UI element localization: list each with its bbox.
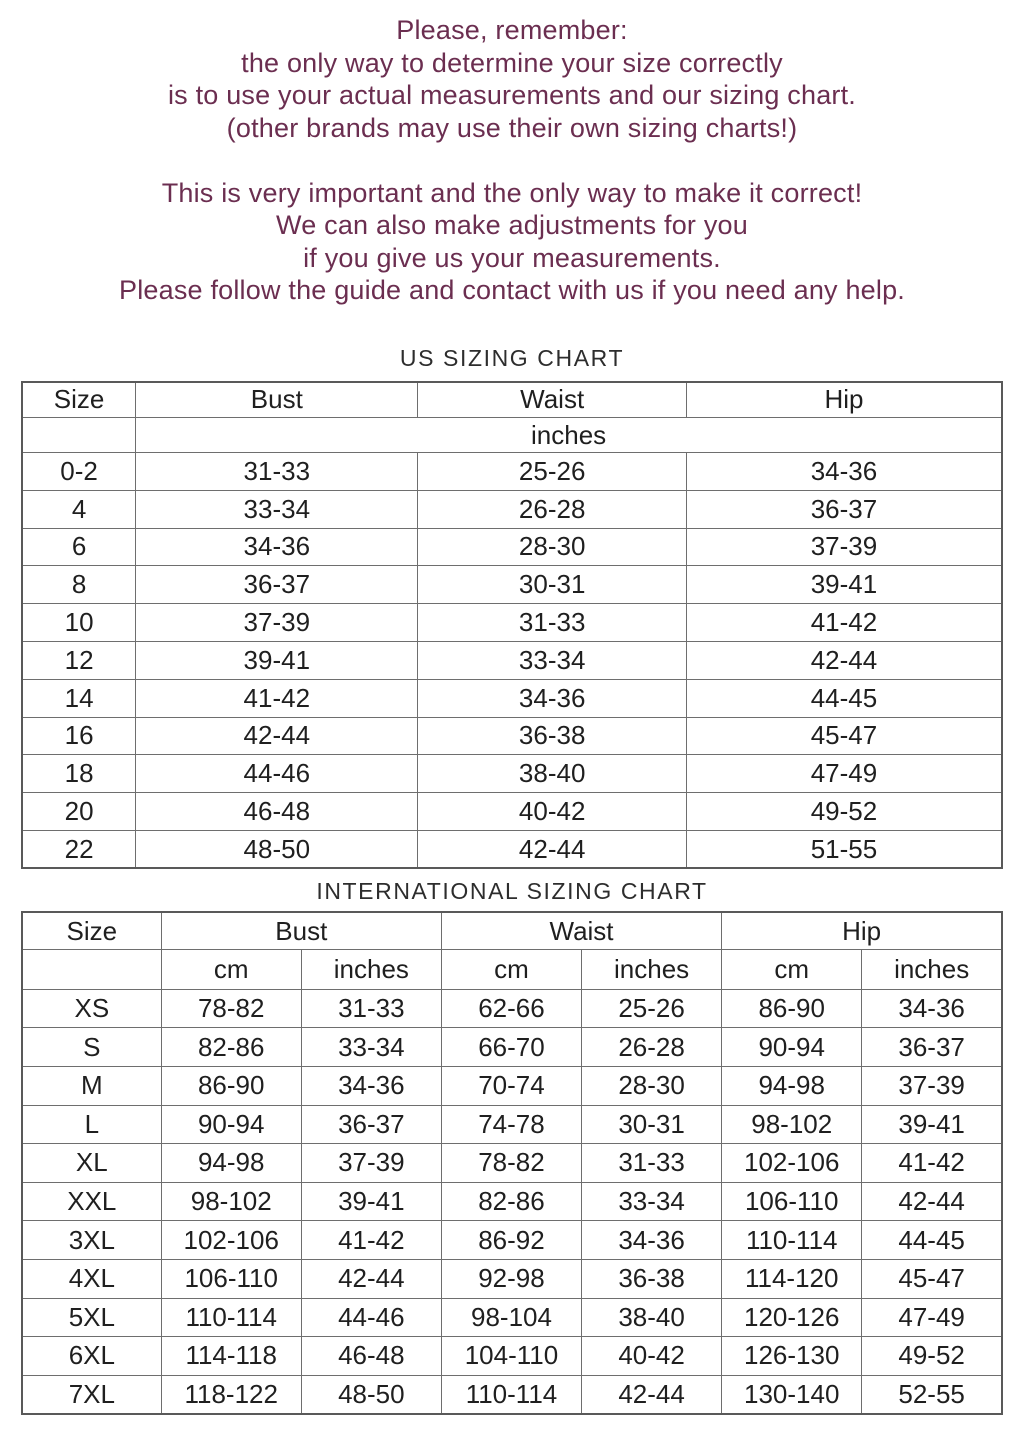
intro-paragraph-2 bbox=[0, 177, 1024, 307]
us-unit-label: inches bbox=[136, 418, 1002, 453]
measurement-cell: 44-46 bbox=[301, 1298, 441, 1337]
measurement-cell: 36-37 bbox=[301, 1105, 441, 1144]
measurement-cell: 48-50 bbox=[136, 830, 418, 868]
table-row bbox=[22, 641, 1002, 679]
measurement-cell: 51-55 bbox=[686, 830, 1002, 868]
measurement-cell: 30-31 bbox=[418, 566, 687, 604]
intl-unit-label: inches bbox=[301, 949, 441, 989]
measurement-cell: 36-37 bbox=[862, 1028, 1002, 1067]
table-row bbox=[22, 490, 1002, 528]
intl-header-row bbox=[22, 912, 1002, 949]
table-row bbox=[22, 1105, 1002, 1144]
measurement-cell: 44-45 bbox=[862, 1221, 1002, 1260]
measurement-cell: 34-36 bbox=[136, 528, 418, 566]
size-cell: 6 bbox=[22, 528, 136, 566]
measurement-cell: 36-37 bbox=[686, 490, 1002, 528]
measurement-cell: 39-41 bbox=[686, 566, 1002, 604]
measurement-cell: 49-52 bbox=[862, 1337, 1002, 1376]
measurement-cell: 114-118 bbox=[161, 1337, 301, 1376]
measurement-cell: 45-47 bbox=[686, 717, 1002, 755]
size-cell: XL bbox=[22, 1144, 161, 1183]
measurement-cell: 34-36 bbox=[301, 1066, 441, 1105]
intro-line: is to use your actual measurements and our sizing chart. bbox=[167, 80, 857, 110]
measurement-cell: 120-126 bbox=[722, 1298, 862, 1337]
measurement-cell: 78-82 bbox=[441, 1144, 581, 1183]
measurement-cell: 49-52 bbox=[686, 793, 1002, 831]
measurement-cell: 40-42 bbox=[582, 1337, 722, 1376]
measurement-cell: 106-110 bbox=[722, 1182, 862, 1221]
measurement-cell: 98-104 bbox=[441, 1298, 581, 1337]
us-sizing-table bbox=[21, 381, 1003, 870]
measurement-cell: 86-90 bbox=[722, 989, 862, 1028]
intl-header-bust: Bust bbox=[161, 912, 441, 949]
size-cell: 10 bbox=[22, 604, 136, 642]
measurement-cell: 47-49 bbox=[862, 1298, 1002, 1337]
table-row bbox=[22, 1066, 1002, 1105]
table-row bbox=[22, 793, 1002, 831]
size-cell: XXL bbox=[22, 1182, 161, 1221]
table-row bbox=[22, 566, 1002, 604]
table-row bbox=[22, 1028, 1002, 1067]
measurement-cell: 118-122 bbox=[161, 1375, 301, 1414]
measurement-cell: 28-30 bbox=[418, 528, 687, 566]
size-cell: 16 bbox=[22, 717, 136, 755]
measurement-cell: 34-36 bbox=[686, 453, 1002, 491]
measurement-cell: 110-114 bbox=[722, 1221, 862, 1260]
intl-table-wrap bbox=[21, 911, 1003, 1415]
measurement-cell: 42-44 bbox=[136, 717, 418, 755]
size-cell: 22 bbox=[22, 830, 136, 868]
paragraph-gap bbox=[0, 144, 1024, 177]
measurement-cell: 39-41 bbox=[862, 1105, 1002, 1144]
size-cell: 6XL bbox=[22, 1337, 161, 1376]
measurement-cell: 28-30 bbox=[582, 1066, 722, 1105]
measurement-cell: 78-82 bbox=[161, 989, 301, 1028]
table-row bbox=[22, 1182, 1002, 1221]
intro-text bbox=[0, 0, 1024, 307]
size-cell: 3XL bbox=[22, 1221, 161, 1260]
measurement-cell: 37-39 bbox=[862, 1066, 1002, 1105]
measurement-cell: 42-44 bbox=[686, 641, 1002, 679]
table-row bbox=[22, 1375, 1002, 1414]
size-cell: 20 bbox=[22, 793, 136, 831]
size-cell: 4 bbox=[22, 490, 136, 528]
size-cell: 18 bbox=[22, 755, 136, 793]
measurement-cell: 104-110 bbox=[441, 1337, 581, 1376]
us-table-wrap bbox=[21, 381, 1003, 870]
measurement-cell: 41-42 bbox=[862, 1144, 1002, 1183]
measurement-cell: 46-48 bbox=[301, 1337, 441, 1376]
measurement-cell: 34-36 bbox=[862, 989, 1002, 1028]
table-row bbox=[22, 528, 1002, 566]
table-row bbox=[22, 1144, 1002, 1183]
measurement-cell: 31-33 bbox=[301, 989, 441, 1028]
us-header-waist: Waist bbox=[418, 382, 687, 418]
measurement-cell: 36-38 bbox=[582, 1259, 722, 1298]
table-row bbox=[22, 1298, 1002, 1337]
size-cell: M bbox=[22, 1066, 161, 1105]
measurement-cell: 40-42 bbox=[418, 793, 687, 831]
us-header-hip: Hip bbox=[686, 382, 1002, 418]
us-chart-title: US SIZING CHART bbox=[399, 344, 625, 371]
empty-cell bbox=[22, 949, 161, 989]
measurement-cell: 39-41 bbox=[136, 641, 418, 679]
size-cell: XS bbox=[22, 989, 161, 1028]
measurement-cell: 25-26 bbox=[582, 989, 722, 1028]
size-cell: 14 bbox=[22, 679, 136, 717]
table-row bbox=[22, 717, 1002, 755]
measurement-cell: 42-44 bbox=[582, 1375, 722, 1414]
measurement-cell: 33-34 bbox=[301, 1028, 441, 1067]
measurement-cell: 31-33 bbox=[136, 453, 418, 491]
measurement-cell: 44-45 bbox=[686, 679, 1002, 717]
measurement-cell: 94-98 bbox=[161, 1144, 301, 1183]
measurement-cell: 62-66 bbox=[441, 989, 581, 1028]
intl-unit-label: inches bbox=[582, 949, 722, 989]
table-row bbox=[22, 830, 1002, 868]
measurement-cell: 92-98 bbox=[441, 1259, 581, 1298]
measurement-cell: 45-47 bbox=[862, 1259, 1002, 1298]
measurement-cell: 25-26 bbox=[418, 453, 687, 491]
table-row bbox=[22, 679, 1002, 717]
measurement-cell: 37-39 bbox=[301, 1144, 441, 1183]
size-cell: 12 bbox=[22, 641, 136, 679]
measurement-cell: 37-39 bbox=[686, 528, 1002, 566]
size-cell: 7XL bbox=[22, 1375, 161, 1414]
intl-unit-label: cm bbox=[161, 949, 301, 989]
table-row bbox=[22, 989, 1002, 1028]
intl-unit-label: inches bbox=[862, 949, 1002, 989]
measurement-cell: 41-42 bbox=[686, 604, 1002, 642]
measurement-cell: 110-114 bbox=[441, 1375, 581, 1414]
intl-sizing-table bbox=[21, 911, 1003, 1415]
intl-header-size: Size bbox=[22, 912, 161, 949]
table-row bbox=[22, 604, 1002, 642]
measurement-cell: 36-38 bbox=[418, 717, 687, 755]
intro-line: Please follow the guide and contact with us if you need any help. bbox=[118, 275, 905, 305]
measurement-cell: 52-55 bbox=[862, 1375, 1002, 1414]
measurement-cell: 34-36 bbox=[582, 1221, 722, 1260]
measurement-cell: 41-42 bbox=[301, 1221, 441, 1260]
measurement-cell: 44-46 bbox=[136, 755, 418, 793]
intro-line: (other brands may use their own sizing charts!) bbox=[226, 112, 798, 143]
measurement-cell: 38-40 bbox=[582, 1298, 722, 1337]
measurement-cell: 42-44 bbox=[301, 1259, 441, 1298]
measurement-cell: 26-28 bbox=[582, 1028, 722, 1067]
size-cell: 0-2 bbox=[22, 453, 136, 491]
table-row bbox=[22, 453, 1002, 491]
measurement-cell: 36-37 bbox=[136, 566, 418, 604]
table-row bbox=[22, 755, 1002, 793]
measurement-cell: 37-39 bbox=[136, 604, 418, 642]
intro-line: This is very important and the only way to make it correct! bbox=[161, 177, 863, 208]
measurement-cell: 130-140 bbox=[722, 1375, 862, 1414]
measurement-cell: 90-94 bbox=[722, 1028, 862, 1067]
intro-line: if you give us your measurements. bbox=[303, 242, 721, 273]
measurement-cell: 42-44 bbox=[862, 1182, 1002, 1221]
measurement-cell: 114-120 bbox=[722, 1259, 862, 1298]
us-unit-row bbox=[22, 418, 1002, 453]
measurement-cell: 30-31 bbox=[582, 1105, 722, 1144]
measurement-cell: 47-49 bbox=[686, 755, 1002, 793]
measurement-cell: 82-86 bbox=[161, 1028, 301, 1067]
measurement-cell: 102-106 bbox=[722, 1144, 862, 1183]
measurement-cell: 70-74 bbox=[441, 1066, 581, 1105]
us-header-bust: Bust bbox=[136, 382, 418, 418]
size-cell: L bbox=[22, 1105, 161, 1144]
measurement-cell: 33-34 bbox=[582, 1182, 722, 1221]
measurement-cell: 48-50 bbox=[301, 1375, 441, 1414]
measurement-cell: 110-114 bbox=[161, 1298, 301, 1337]
measurement-cell: 41-42 bbox=[136, 679, 418, 717]
measurement-cell: 66-70 bbox=[441, 1028, 581, 1067]
measurement-cell: 90-94 bbox=[161, 1105, 301, 1144]
measurement-cell: 82-86 bbox=[441, 1182, 581, 1221]
size-cell: 8 bbox=[22, 566, 136, 604]
measurement-cell: 26-28 bbox=[418, 490, 687, 528]
size-cell: 5XL bbox=[22, 1298, 161, 1337]
table-row bbox=[22, 1259, 1002, 1298]
measurement-cell: 106-110 bbox=[161, 1259, 301, 1298]
measurement-cell: 33-34 bbox=[136, 490, 418, 528]
intro-line: the only way to determine your size correctly bbox=[241, 47, 783, 78]
measurement-cell: 33-34 bbox=[418, 641, 687, 679]
measurement-cell: 86-92 bbox=[441, 1221, 581, 1260]
measurement-cell: 98-102 bbox=[722, 1105, 862, 1144]
us-header-size: Size bbox=[22, 382, 136, 418]
measurement-cell: 31-33 bbox=[582, 1144, 722, 1183]
measurement-cell: 86-90 bbox=[161, 1066, 301, 1105]
empty-cell bbox=[22, 418, 136, 453]
measurement-cell: 94-98 bbox=[722, 1066, 862, 1105]
intl-header-hip: Hip bbox=[722, 912, 1002, 949]
measurement-cell: 38-40 bbox=[418, 755, 687, 793]
intl-chart-title: INTERNATIONAL SIZING CHART bbox=[316, 878, 708, 905]
size-cell: 4XL bbox=[22, 1259, 161, 1298]
size-cell: S bbox=[22, 1028, 161, 1067]
measurement-cell: 42-44 bbox=[418, 830, 687, 868]
intro-line: Please, remember: bbox=[396, 15, 628, 45]
measurement-cell: 39-41 bbox=[301, 1182, 441, 1221]
intl-unit-label: cm bbox=[441, 949, 581, 989]
intro-paragraph-1 bbox=[0, 14, 1024, 144]
table-row bbox=[22, 1337, 1002, 1376]
us-header-row bbox=[22, 382, 1002, 418]
intl-unit-row bbox=[22, 949, 1002, 989]
measurement-cell: 31-33 bbox=[418, 604, 687, 642]
measurement-cell: 34-36 bbox=[418, 679, 687, 717]
intro-line: We can also make adjustments for you bbox=[276, 210, 748, 240]
measurement-cell: 126-130 bbox=[722, 1337, 862, 1376]
measurement-cell: 74-78 bbox=[441, 1105, 581, 1144]
measurement-cell: 102-106 bbox=[161, 1221, 301, 1260]
measurement-cell: 46-48 bbox=[136, 793, 418, 831]
measurement-cell: 98-102 bbox=[161, 1182, 301, 1221]
intl-unit-label: cm bbox=[722, 949, 862, 989]
intl-header-waist: Waist bbox=[441, 912, 721, 949]
table-row bbox=[22, 1221, 1002, 1260]
